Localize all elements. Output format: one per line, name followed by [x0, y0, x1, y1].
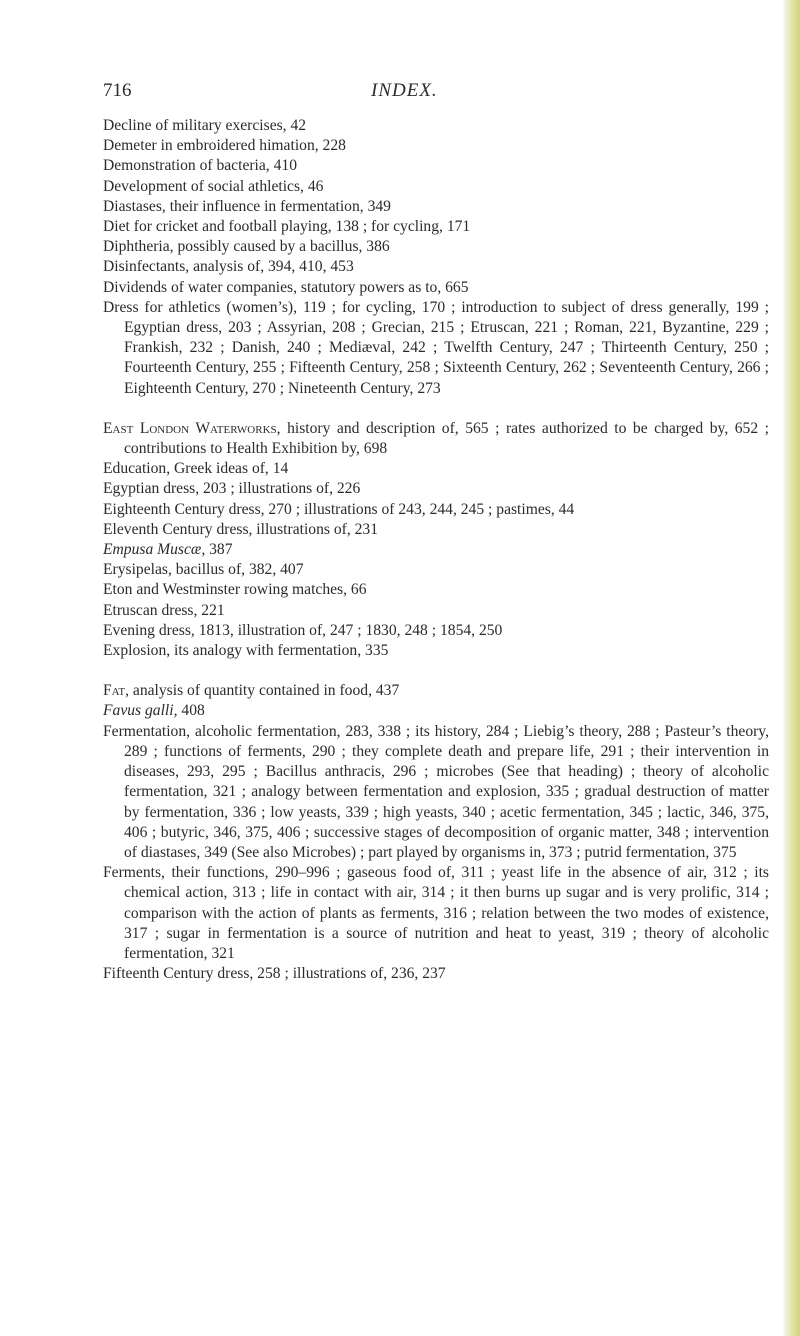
index-section — [103, 681, 769, 984]
index-section — [103, 419, 769, 661]
entry-lead: East London Waterworks, — [103, 419, 281, 437]
index-entry — [103, 136, 769, 156]
index-entry — [103, 560, 769, 580]
index-body — [103, 116, 769, 984]
entry-text: 408 — [177, 702, 205, 720]
entry-text: Explosion, its analogy with fermentation, 335 — [103, 642, 389, 660]
index-entry — [103, 500, 769, 520]
index-entry — [103, 156, 769, 176]
entry-text: Erysipelas, bacillus of, 382, 407 — [103, 561, 304, 579]
entry-text: Decline of military exercises, 42 — [103, 117, 307, 134]
entry-text: Evening dress, 1813, illustration of, 247 ; 1830, 248 ; 1854, 250 — [103, 621, 503, 639]
entry-text: history and description of, 565 ; rates authorized to be charged by, 652 ; contributions to Health Exhibition by, 698 — [124, 419, 769, 458]
index-entry — [103, 621, 769, 641]
index-entry — [103, 197, 769, 217]
section-gap — [103, 661, 769, 681]
entry-text: Education, Greek ideas of, 14 — [103, 460, 289, 478]
entry-italic-term: Empusa Muscæ, — [103, 541, 206, 559]
index-entry — [103, 278, 769, 298]
page-number: 716 — [103, 80, 132, 101]
entry-text: 387 — [205, 541, 233, 559]
index-entry — [103, 479, 769, 499]
entry-text: Demonstration of bacteria, 410 — [103, 157, 297, 175]
entry-text: Disinfectants, analysis of, 394, 410, 453 — [103, 258, 354, 276]
index-entry — [103, 863, 769, 964]
index-entry — [103, 681, 769, 701]
index-entry — [103, 520, 769, 540]
index-entry — [103, 237, 769, 257]
page-header — [103, 80, 743, 108]
entry-italic-term: Favus galli, — [103, 702, 178, 720]
entry-text: Ferments, their functions, 290–996 ; gaseous food of, 311 ; yeast life in the absence of air, 312 ; its chemical action, 313 ; life in contact with air, 314 ; it then burns up sugar and is very prolific, 314 ; comparison with the action of plants as ferments, 316 ; relation between the two modes of existence, 317 ; sugar in fermentation is a source of nutrition and heat to yeast, 319 ; theory of alcoholic fermentation, 321 — [103, 864, 769, 962]
entry-text: Eighteenth Century dress, 270 ; illustrations of 243, 244, 245 ; pastimes, 44 — [103, 500, 575, 518]
entry-text: Egyptian dress, 203 ; illustrations of, 226 — [103, 480, 361, 498]
entry-text: Fifteenth Century dress, 258 ; illustrations of, 236, 237 — [103, 965, 446, 983]
index-entry — [103, 641, 769, 661]
entry-text: Eton and Westminster rowing matches, 66 — [103, 581, 367, 599]
index-entry — [103, 964, 769, 984]
entry-text: Diphtheria, possibly caused by a bacillus, 386 — [103, 238, 390, 256]
entry-text: Dividends of water companies, statutory powers as to, 665 — [103, 278, 469, 296]
entry-text: Development of social athletics, 46 — [103, 177, 324, 195]
entry-text: Etruscan dress, 221 — [103, 601, 225, 619]
index-entry — [103, 601, 769, 621]
index-entry — [103, 701, 769, 721]
index-entry — [103, 540, 769, 560]
index-entry — [103, 298, 769, 399]
index-entry — [103, 722, 769, 863]
index-entry — [103, 217, 769, 237]
index-entry — [103, 116, 769, 136]
entry-lead: Fat, — [103, 682, 130, 700]
entry-text: Eleventh Century dress, illustrations of, 231 — [103, 520, 379, 538]
entry-text: Diastases, their influence in fermentation, 349 — [103, 197, 391, 215]
entry-text: Diet for cricket and football playing, 138 ; for cycling, 171 — [103, 218, 471, 236]
section-gap — [103, 399, 769, 419]
entry-text: Dress for athletics (women’s), 119 ; for cycling, 170 ; introduction to subject of dress generally, 199 ; Egyptian dress, 203 ; Assyrian, 208 ; Grecian, 215 ; Etruscan, 221 ; Roman, 221, Byzantine, 229 ; Frankish, 232 ; Danish, 240 ; Mediæval, 242 ; Twelfth Century, 247 ; Thirteenth Century, 250 ; Fourteenth Century, 255 ; Fifteenth Century, 258 ; Sixteenth Century, 262 ; Seventeenth Century, 266 ; Eighteenth Century, 270 ; Nineteenth Century, 273 — [103, 298, 769, 397]
running-title: INDEX. — [371, 80, 438, 101]
index-entry — [103, 257, 769, 277]
index-section — [103, 116, 769, 399]
entry-text: analysis of quantity contained in food, 437 — [129, 682, 400, 700]
index-entry — [103, 459, 769, 479]
index-entry — [103, 177, 769, 197]
index-entry — [103, 580, 769, 600]
page-edge-shadow — [782, 0, 800, 1336]
entry-text: Fermentation, alcoholic fermentation, 283, 338 ; its history, 284 ; Liebig’s theory, 288 ; Pasteur’s theory, 289 ; functions of ferments, 290 ; they complete death and prepare life, 291 ; their intervention in diseases, 293, 295 ; Bacillus anthracis, 296 ; microbes (See that heading) ; theory of alcoholic fermentation, 321 ; analogy between fermentation and explosion, 335 ; gradual destruction of matter by fermentation, 336 ; low yeasts, 339 ; high yeasts, 340 ; acetic fermentation, 345 ; lactic, 346, 375, 406 ; butyric, 346, 375, 406 ; successive stages of decomposition of organic matter, 348 ; intervention of diastases, 349 (See also Microbes) ; part played by organisms in, 373 ; putrid fermentation, 375 — [103, 722, 769, 861]
index-entry — [103, 419, 769, 459]
entry-text: Demeter in embroidered himation, 228 — [103, 137, 346, 155]
